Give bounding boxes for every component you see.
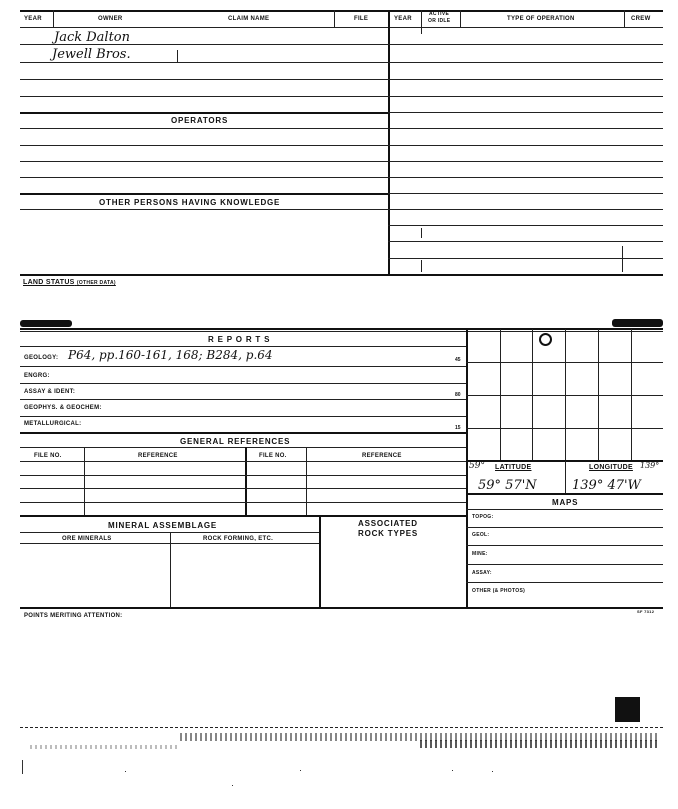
- reports-title: R E P O R T S: [208, 335, 271, 344]
- scan-noise: [420, 740, 660, 748]
- row-rule: [388, 79, 663, 80]
- latitude-label: LATITUDE: [495, 464, 532, 471]
- owner-entry-1: Jack Dalton: [54, 30, 131, 45]
- report-label-metallurgical: METALLURGICAL:: [24, 421, 82, 427]
- row-rule: [20, 161, 388, 162]
- tick: [622, 246, 623, 272]
- row-rule: [20, 128, 388, 129]
- latitude-value: 59° 57'N: [478, 478, 537, 493]
- row-rule: [388, 145, 663, 146]
- row-rule: [20, 543, 319, 544]
- other-persons-heading: OTHER PERSONS HAVING KNOWLEDGE: [99, 198, 281, 207]
- row-rule: [20, 502, 466, 503]
- general-references-title: GENERAL REFERENCES: [180, 437, 291, 446]
- row-rule: [388, 128, 663, 129]
- header-active: ACTIVE: [429, 11, 450, 17]
- gr-col-file-no-2: FILE NO.: [259, 453, 287, 459]
- scan-noise: [30, 745, 180, 749]
- header-crew: CREW: [631, 16, 651, 22]
- gr-col-reference-2: REFERENCE: [362, 453, 402, 459]
- row-rule: [20, 44, 388, 45]
- maps-topog: TOPOG:: [472, 514, 494, 520]
- longitude-prefix: 139°: [640, 461, 660, 470]
- row-rule: [388, 62, 663, 63]
- row-rule: [388, 225, 663, 226]
- maps-mine: MINE:: [472, 551, 488, 557]
- ink-smudge: [20, 320, 72, 327]
- report-label-geology: GEOLOGY:: [24, 355, 59, 361]
- tick: [421, 260, 422, 272]
- owner-entry-2: Jewell Bros.: [52, 47, 131, 62]
- row-rule: [20, 346, 466, 347]
- maps-top-rule: [466, 493, 663, 495]
- scan-noise: [232, 785, 233, 786]
- ore-minerals-label: ORE MINERALS: [62, 536, 112, 542]
- row-rule: [388, 241, 663, 242]
- gr-col-divider: [306, 447, 307, 515]
- row-rule: [388, 161, 663, 162]
- row-rule: [466, 564, 663, 565]
- row-rule: [20, 79, 388, 80]
- section-bottom-rule: [20, 274, 663, 276]
- handwritten-mark: [177, 50, 178, 62]
- row-rule: [466, 509, 663, 510]
- row-rule: [20, 488, 466, 489]
- row-rule: [20, 209, 388, 210]
- points-meriting-label: POINTS MERITING ATTENTION:: [24, 613, 123, 619]
- report-label-geophys: GEOPHYS. & GEOCHEM:: [24, 405, 102, 411]
- ink-smudge: [612, 319, 663, 327]
- mineral-top-rule: [20, 515, 466, 517]
- row-rule: [20, 399, 466, 400]
- report-value-geology: P64, pp.160-161, 168; B284, p.64: [68, 348, 273, 362]
- scan-noise: [492, 771, 493, 772]
- maps-geol: GEOL:: [472, 532, 490, 538]
- header-divider: [53, 10, 54, 28]
- row-rule: [20, 461, 466, 462]
- tick: [421, 228, 422, 238]
- header-file: FILE: [354, 16, 369, 22]
- scan-noise: [125, 771, 126, 772]
- other-persons-top-rule: [20, 193, 388, 195]
- row-rule: [466, 582, 663, 583]
- report-label-engrg: ENGRG:: [24, 373, 50, 379]
- row-rule: [388, 177, 663, 178]
- longitude-value: 139° 47'W: [572, 478, 641, 493]
- scan-noise: [22, 760, 23, 774]
- row-rule: [466, 545, 663, 546]
- row-rule: [388, 44, 663, 45]
- scan-edge: [20, 727, 663, 728]
- rock-types-label: ROCK TYPES: [358, 529, 419, 538]
- maps-assay: ASSAY:: [472, 570, 492, 576]
- header-owner: OWNER: [98, 16, 123, 22]
- header-divider: [624, 10, 625, 28]
- header-or-idle: OR IDLE: [428, 18, 451, 24]
- row-rule: [20, 145, 388, 146]
- gr-col-divider: [245, 447, 247, 515]
- operators-top-rule: [20, 112, 388, 114]
- form-number: SF 7312: [637, 609, 655, 614]
- general-references-top-rule: [20, 432, 466, 434]
- row-rule: [388, 209, 663, 210]
- reports-top-border: [20, 328, 663, 330]
- row-rule: [20, 62, 388, 63]
- row-rule: [20, 475, 466, 476]
- header-bottom-rule: [20, 27, 663, 28]
- mineral-assemblage-title: MINERAL ASSEMBLAGE: [108, 521, 218, 530]
- scan-mark: [615, 697, 640, 722]
- mineral-divider: [319, 515, 321, 607]
- row-rule: [20, 447, 466, 448]
- row-rule: [20, 416, 466, 417]
- row-rule: [466, 527, 663, 528]
- top-border: [20, 10, 663, 12]
- gr-col-reference-1: REFERENCE: [138, 453, 178, 459]
- header-divider: [421, 10, 422, 28]
- header-claim-name: CLAIM NAME: [228, 16, 270, 22]
- location-marker-icon: [539, 333, 552, 346]
- longitude-label: LONGITUDE: [589, 464, 633, 471]
- report-number-assay: 80: [455, 392, 461, 398]
- tick: [421, 28, 422, 34]
- row-rule: [388, 96, 663, 97]
- report-number-metallurgical: 15: [455, 425, 461, 431]
- operators-heading: OPERATORS: [171, 116, 229, 125]
- header-type-of-operation: TYPE OF OPERATION: [507, 16, 575, 22]
- maps-other: OTHER (& PHOTOS): [472, 588, 526, 594]
- header-year-right: YEAR: [394, 16, 412, 22]
- maps-title: MAPS: [552, 498, 579, 507]
- header-year: YEAR: [24, 16, 42, 22]
- latitude-prefix: 59°: [469, 461, 485, 471]
- reports-top-border-inner: [20, 331, 663, 332]
- row-rule: [20, 383, 466, 384]
- row-rule: [20, 96, 388, 97]
- scan-noise: [300, 770, 301, 771]
- report-number-geology: 45: [455, 357, 461, 363]
- row-rule: [388, 193, 663, 194]
- gr-col-divider: [84, 447, 85, 515]
- header-divider: [334, 10, 335, 28]
- center-divider: [388, 10, 390, 275]
- scan-noise: [452, 770, 453, 771]
- row-rule: [20, 177, 388, 178]
- header-divider: [460, 10, 461, 28]
- land-status-label: LAND STATUS (OTHER DATA): [23, 279, 116, 286]
- reports-bottom-border: [20, 607, 663, 609]
- latlon-divider: [565, 461, 566, 493]
- reports-right-divider: [466, 329, 468, 608]
- report-label-assay: ASSAY & IDENT:: [24, 389, 76, 395]
- associated-label: ASSOCIATED: [358, 519, 418, 528]
- row-rule: [388, 112, 663, 113]
- row-rule: [20, 366, 466, 367]
- gr-col-file-no-1: FILE NO.: [34, 453, 62, 459]
- rock-forming-label: ROCK FORMING, ETC.: [203, 536, 274, 542]
